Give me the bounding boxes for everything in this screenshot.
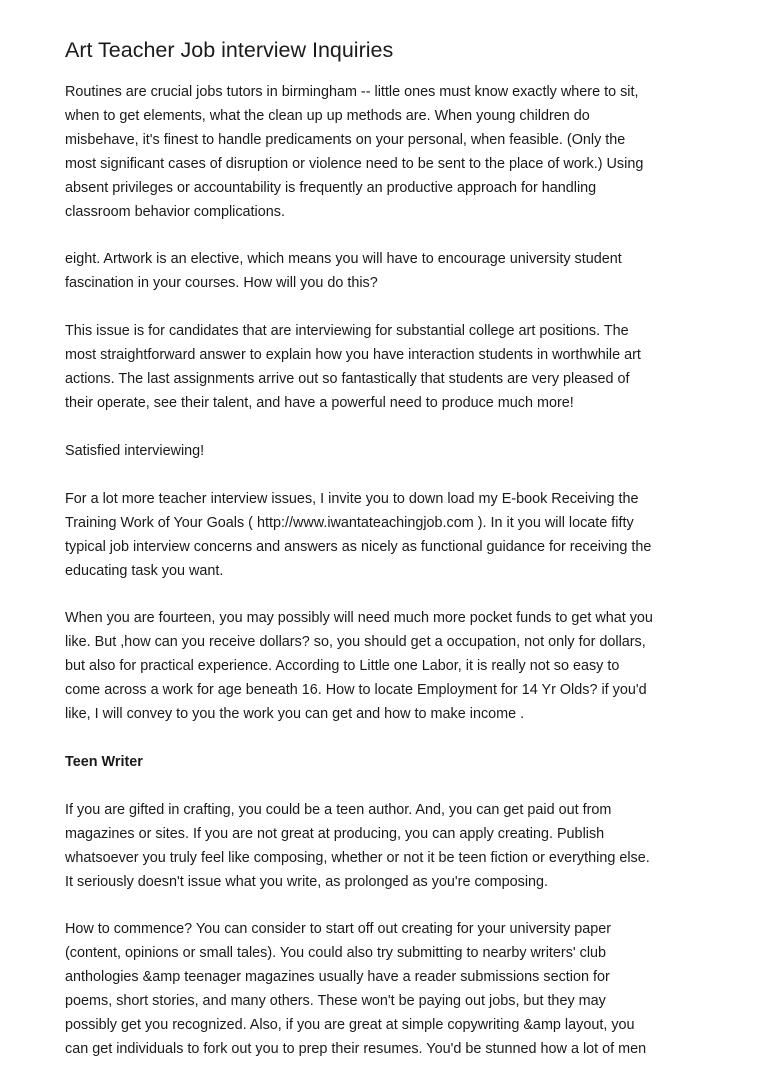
- text-line: When you are fourteen, you may possibly will need much more pocket funds to get what you: [65, 610, 653, 627]
- paragraph: [65, 320, 705, 416]
- text-line: can get individuals to fork out you to prep their resumes. You'd be stunned how a lot of men: [65, 1041, 647, 1057]
- text-line: absent privileges or accountability is frequently an productive approach for handling: [65, 179, 597, 196]
- text-line: misbehave, it's finest to handle predicaments on your personal, when feasible. (Only the: [65, 131, 626, 148]
- text-line: whatsoever you truly feel like composing, whether or not it be teen fiction or everything else.: [65, 849, 650, 866]
- text-line: most straightforward answer to explain how you have interaction students in worthwhile art: [65, 347, 641, 364]
- text-line: For a lot more teacher interview issues, I invite you to down load my E-book Receiving the: [65, 490, 639, 507]
- text-line: actions. The last assignments arrive out so fantastically that students are very pleased of: [65, 371, 630, 388]
- text-line: most significant cases of disruption or violence need to be sent to the place of work.) Using: [65, 155, 644, 172]
- paragraph: [65, 918, 705, 1061]
- text-line: come across a work for age beneath 16. How to locate Employment for 14 Yr Olds? if you'd: [65, 682, 647, 699]
- text-line: Routines are crucial jobs tutors in birmingham -- little ones must know exactly where to sit,: [65, 84, 639, 100]
- paragraph: [65, 81, 705, 224]
- paragraph: [65, 440, 705, 464]
- text-line: magazines or sites. If you are not great at producing, you can apply creating. Publish: [65, 825, 605, 842]
- text-line: How to commence? You can consider to start off out creating for your university paper: [65, 921, 612, 938]
- text-line: classroom behavior complications.: [65, 203, 285, 220]
- text-line: like, I will convey to you the work you can get and how to make income .: [65, 706, 525, 723]
- text-line: like. But ,how can you receive dollars? so, you should get a occupation, not only for dollars,: [65, 634, 646, 651]
- text-line: eight. Artwork is an elective, which means you will have to encourage university student: [65, 251, 622, 268]
- paragraph: [65, 488, 705, 584]
- paragraph: [65, 607, 705, 727]
- paragraph: [65, 248, 705, 296]
- text-line: possibly get you recognized. Also, if you are great at simple copywriting &amp layout, you: [65, 1017, 635, 1034]
- text-line: their operate, see their talent, and have a powerful need to produce much more!: [65, 394, 574, 411]
- document-page: [65, 36, 705, 1086]
- text-line: poems, short stories, and many others. These won't be paying out jobs, but they may: [65, 993, 606, 1010]
- document-body: [65, 81, 705, 1062]
- text-line: fascination in your courses. How will you do this?: [65, 275, 378, 292]
- text-line: but also for practical experience. According to Little one Labor, it is really not so easy to: [65, 658, 620, 675]
- text-line: anthologies &amp teenager magazines usually have a reader submissions section for: [65, 969, 610, 986]
- text-line: This issue is for candidates that are interviewing for substantial college art positions. The: [65, 323, 629, 340]
- section-heading: Teen Writer: [65, 753, 143, 770]
- text-line: typical job interview concerns and answers as nicely as functional guidance for receiving the: [65, 538, 652, 555]
- paragraph: [65, 799, 705, 895]
- text-line: Training Work of Your Goals ( http://www.iwantateachingjob.com ). In it you will locate fifty: [65, 514, 634, 531]
- page-title: Art Teacher Job interview Inquiries: [65, 38, 394, 62]
- text-line: Satisfied interviewing!: [65, 442, 205, 459]
- text-line: If you are gifted in crafting, you could be a teen author. And, you can get paid out from: [65, 801, 612, 818]
- text-line: It seriously doesn't issue what you write, as prolonged as you're composing.: [65, 873, 549, 890]
- text-line: when to get elements, what the clean up up methods are. When young children do: [65, 107, 590, 124]
- text-line: educating task you want.: [65, 562, 224, 579]
- text-line: (content, opinions or small tales). You could also try submitting to nearby writers' club: [65, 945, 607, 962]
